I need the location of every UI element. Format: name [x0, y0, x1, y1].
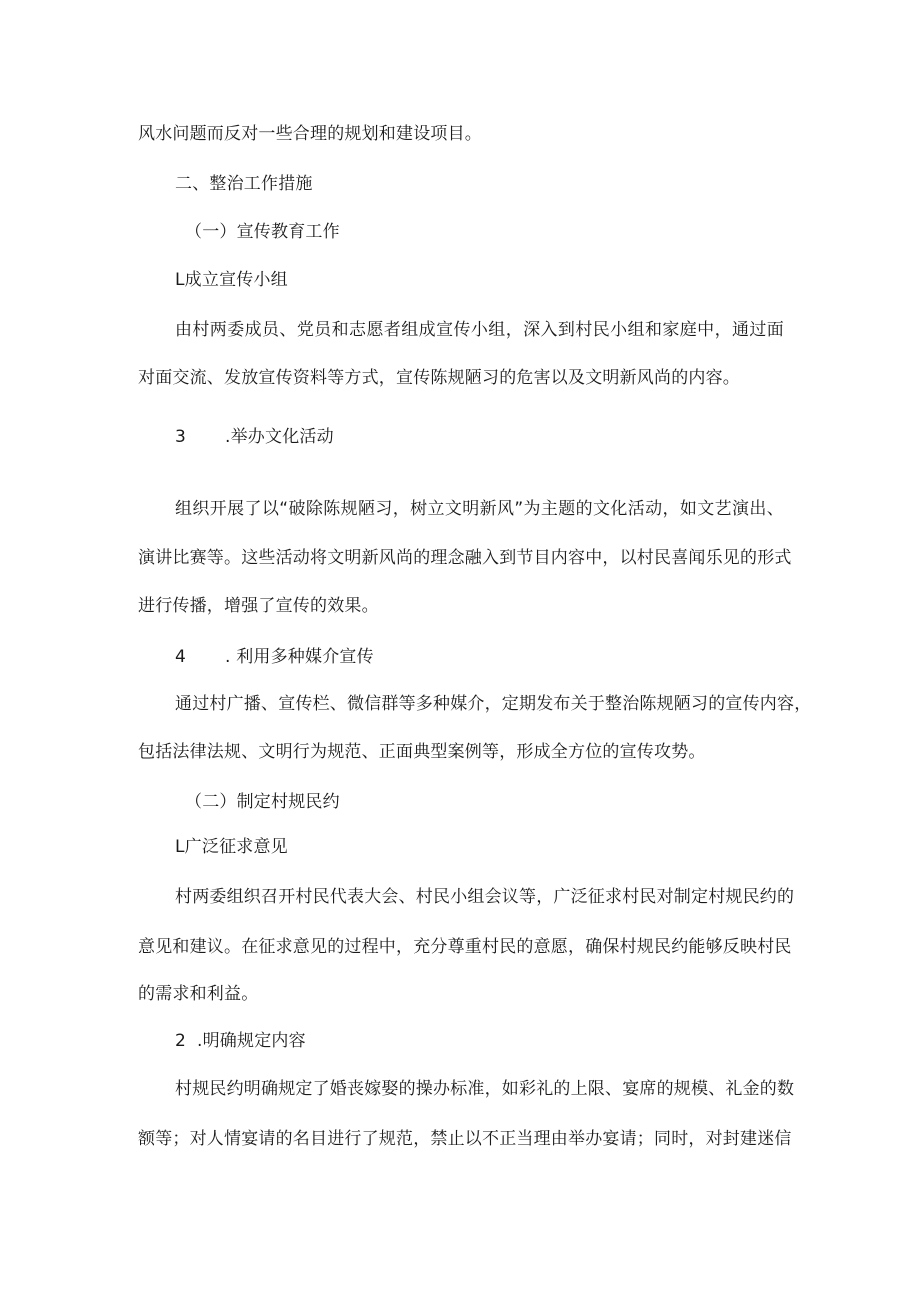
body-text-line: 由村两委成员、党员和志愿者组成宣传小组，深入到村民小组和家庭中，通过面 [175, 320, 784, 340]
body-text-line: 的需求和利益。 [138, 984, 259, 1004]
section-heading: 二、整治工作措施 [175, 174, 313, 194]
body-text-line: 意见和建议。在征求意见的过程中，充分尊重村民的意愿，确保村规民约能够反映村民 [138, 937, 792, 957]
body-text-line: 包括法律法规、文明行为规范、正面典型案例等，形成全方位的宣传攻势。 [138, 742, 706, 762]
body-text-line: 组织开展了以“破除陈规陋习，树立文明新风”为主题的文化活动，如文艺演出、 [175, 499, 784, 519]
item-heading: . 利用多种媒介宣传 [225, 647, 374, 667]
body-text-line: 进行传播，增强了宣传的效果。 [138, 596, 379, 616]
subsection-heading: （二）制定村规民约 [185, 792, 340, 812]
item-heading: .举办文化活动 [225, 427, 334, 447]
body-text-line: 演讲比赛等。这些活动将文明新风尚的理念融入到节目内容中，以村民喜闻乐见的形式 [138, 548, 792, 568]
body-text-line: 对面交流、发放宣传资料等方式，宣传陈规陋习的危害以及文明新风尚的内容。 [138, 368, 740, 388]
body-text-line: 村规民约明确规定了婚丧嫁娶的操办标准，如彩礼的上限、宴席的规模、礼金的数 [175, 1079, 795, 1099]
body-text-line: 通过村广播、宣传栏、微信群等多种媒介，定期发布关于整治陈规陋习的宣传内容， [175, 694, 812, 714]
item-number: 4 [175, 647, 187, 667]
body-text-line: 风水问题而反对一些合理的规划和建设项目。 [138, 124, 482, 144]
item-heading: L成立宣传小组 [175, 270, 288, 290]
body-text-line: 额等；对人情宴请的名目进行了规范，禁止以不正当理由举办宴请；同时，对封建迷信 [138, 1129, 792, 1149]
item-heading: .明确规定内容 [197, 1031, 306, 1051]
subsection-heading: （一）宣传教育工作 [185, 222, 340, 242]
item-number: 2 [175, 1031, 187, 1051]
item-heading: L广泛征求意见 [175, 837, 288, 857]
body-text-line: 村两委组织召开村民代表大会、村民小组会议等，广泛征求村民对制定村规民约的 [175, 887, 795, 907]
item-number: 3 [175, 427, 187, 447]
